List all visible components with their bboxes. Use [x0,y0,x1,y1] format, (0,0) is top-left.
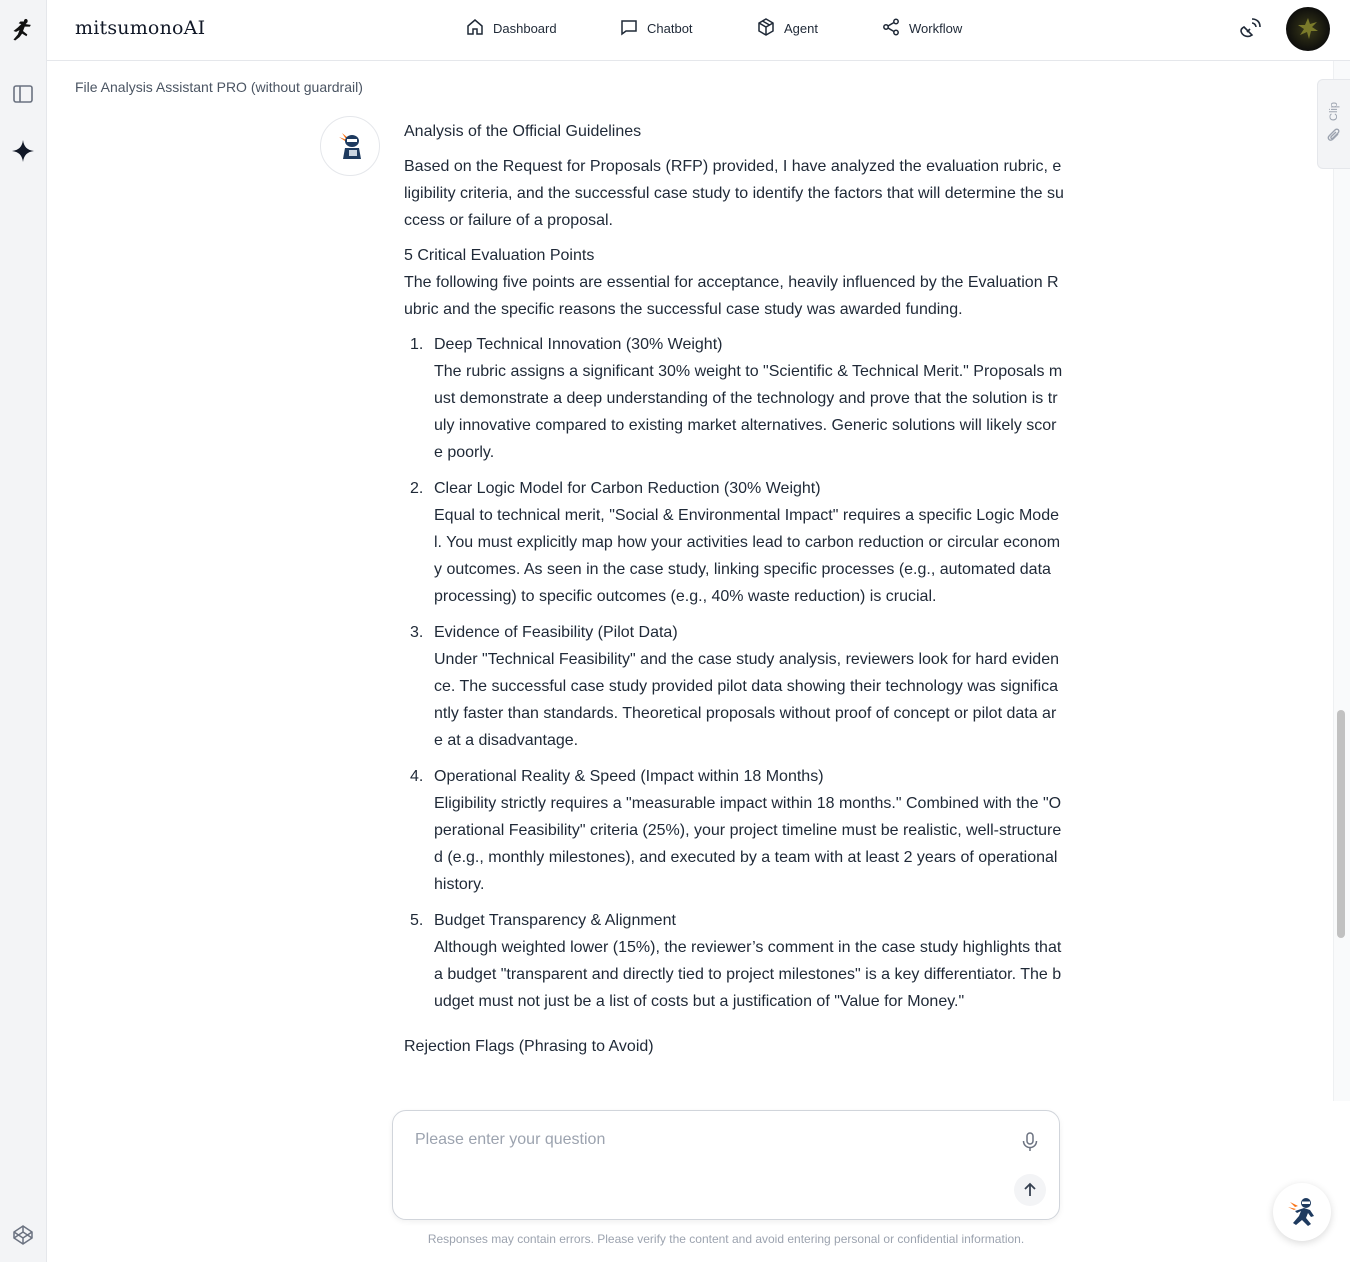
clip-tab[interactable] [1317,79,1350,169]
sparkle-icon[interactable] [10,138,36,164]
point-body: Although weighted lower (15%), the reviewer’s comment in the case study highlights that a budget "transparent and directly tied to project milestones" is a key differentiator. The budget must not just be a list of costs but a justification of "Value for Money." [434,939,1062,1010]
ninja-logo-icon[interactable] [10,18,36,44]
cube-icon [756,17,776,40]
point-number: 4. [410,768,424,785]
section-title: 5 Critical Evaluation Points [404,247,595,264]
section-intro: The following five points are essential for acceptance, heavily influenced by the Evaluation Rubric and the specific reasons the successful case study was awarded funding. [404,274,1059,318]
message-intro: Based on the Request for Proposals (RFP) provided, I have analyzed the evaluation rubric, eligibility criteria, and the successful case study to identify the factors that will determine the success or failure of a proposal. [404,158,1064,229]
chat-icon [619,17,639,40]
point-body: Under "Technical Feasibility" and the case study analysis, reviewers look for hard evidence. The successful case study provided pilot data showing their technology was significantly faster than standards. Theoretical proposals without proof of concept or pilot data are at a disadvantage. [434,651,1059,749]
disclaimer-text: Responses may contain errors. Please verify the content and avoid entering personal or confidential information. [427,1232,1025,1246]
point-number: 2. [410,480,424,497]
top-bar [47,0,1350,61]
points-list [404,331,1064,1015]
message-heading: Analysis of the Official Guidelines [404,123,642,140]
page-title: File Analysis Assistant PRO (without guardrail) [75,79,363,95]
send-button[interactable] [1014,1174,1046,1206]
satellite-icon[interactable] [1238,17,1262,41]
codepen-icon[interactable] [10,1222,36,1248]
nav-chatbot-label: Chatbot [647,21,693,36]
nav-dashboard[interactable] [465,17,557,40]
paperclip-icon [1327,127,1341,146]
question-input[interactable] [415,1131,995,1149]
point-body: The rubric assigns a significant 30% weight to "Scientific & Technical Merit." Proposals must demonstrate a deep understanding of the technology and prove that the solution is truly innovative compared to existing market alternatives. Generic solutions will likely score poorly. [434,363,1063,461]
list-item [404,763,1064,898]
assistant-fab-button[interactable] [1273,1183,1331,1241]
composer [392,1110,1060,1220]
next-section-title: Rejection Flags (Phrasing to Avoid) [404,1038,654,1055]
list-item [404,331,1064,466]
assistant-message [404,118,1064,1102]
point-number: 5. [410,912,424,929]
brand-name: mitsumonoAI [75,17,206,39]
clip-tab-label: Clip [1328,102,1340,121]
point-title: Deep Technical Innovation (30% Weight) [434,336,723,353]
point-number: 1. [410,336,424,353]
point-body: Eligibility strictly requires a "measurable impact within 18 months." Combined with the "Operational Feasibility" criteria (25%), your project timeline must be realistic, well-structured (e.g., monthly milestones), and executed by a team with at least 2 years of operational history. [434,795,1062,893]
nav-chatbot[interactable] [619,17,693,40]
nav-agent-label: Agent [784,21,818,36]
home-icon [465,17,485,40]
nav-agent[interactable] [756,17,818,40]
microphone-icon[interactable] [1019,1131,1041,1153]
user-avatar[interactable] [1286,7,1330,51]
sidebar-toggle-icon[interactable] [10,81,36,107]
point-number: 3. [410,624,424,641]
nav-workflow[interactable] [881,17,962,40]
point-title: Clear Logic Model for Carbon Reduction (30% Weight) [434,480,821,497]
ninja-assistant-icon [333,129,367,163]
arrow-up-icon [1021,1181,1039,1199]
point-title: Evidence of Feasibility (Pilot Data) [434,624,678,641]
share-nodes-icon [881,17,901,40]
ninja-runner-icon [1284,1194,1320,1230]
list-item [404,619,1064,754]
scrollbar-thumb[interactable] [1337,710,1345,938]
nav-dashboard-label: Dashboard [493,21,557,36]
list-item [404,907,1064,1015]
point-body: Equal to technical merit, "Social & Environmental Impact" requires a specific Logic Model. You must explicitly map how your activities lead to carbon reduction or circular economy outcomes. As seen in the case study, linking specific processes (e.g., automated data processing) to specific outcomes (e.g., 40% waste reduction) is crucial. [434,507,1061,605]
list-item [404,475,1064,610]
point-title: Budget Transparency & Alignment [434,912,676,929]
assistant-avatar [320,116,380,176]
nav-workflow-label: Workflow [909,21,963,36]
left-rail [0,0,47,1262]
scrollbar-track[interactable] [1333,61,1350,1101]
point-title: Operational Reality & Speed (Impact within 18 Months) [434,768,824,785]
